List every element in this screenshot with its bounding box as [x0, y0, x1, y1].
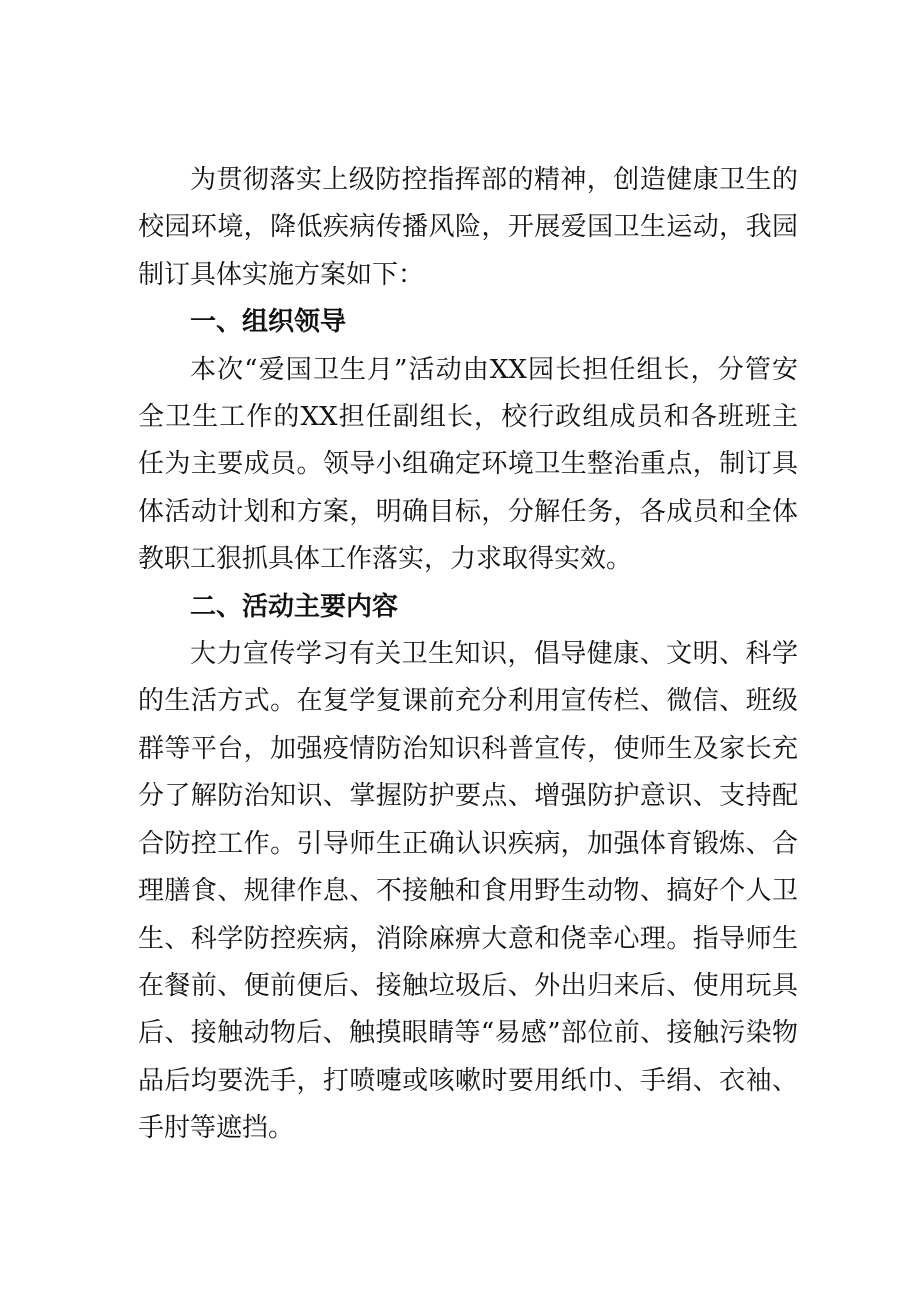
- section-heading-activities: 二、活动主要内容: [190, 591, 399, 622]
- section-paragraph-activities: 大力宣传学习有关卫生知识，倡导健康、文明、科学的生活方式。在复学复课前充分利用宣传栏、微信、班级群等平台，加强疫情防治知识科普宣传，使师生及家长充分了解防治知识、掌握防护要点、增强防护意识、支持配合防控工作。引导师生正确认识疾病，加强体育锻炼、合理膳食、规律作息、不接触和食用野生动物、搞好个人卫生、科学防控疾病，消除麻痹大意和侥幸心理。指导师生在餐前、便前便后、接触垃圾后、外出归来后、使用玩具后、接触动物后、触摸眼睛等“易感”部位前、接触污染物品后均要洗手，打喷嚏或咳嗽时要用纸巾、手绢、衣袖、手肘等遮挡。: [138, 639, 798, 1144]
- section-heading-organization: 一、组织领导: [190, 307, 347, 338]
- document-body: [138, 157, 798, 1153]
- section-paragraph-organization: 本次“爱国卫生月”活动由XX园长担任组长，分管安全卫生工作的XX担任副组长，校行政组成员和各班班主任为主要成员。领导小组确定环境卫生整治重点，制订具体活动计划和方案，明确目标，分解任务，各成员和全体教职工狠抓具体工作落实，力求取得实效。: [138, 354, 798, 575]
- intro-paragraph: 为贯彻落实上级防控指挥部的精神，创造健康卫生的校园环境，降低疾病传播风险，开展爱国卫生运动，我园制订具体实施方案如下：: [138, 165, 798, 290]
